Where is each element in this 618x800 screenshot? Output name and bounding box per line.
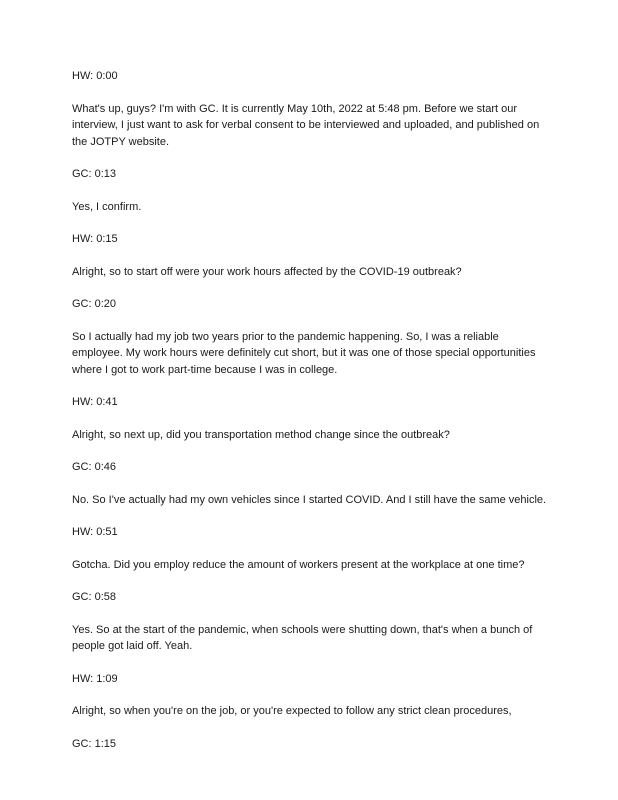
utterance-text: Alright, so to start off were your work hours affected by the COVID-19 outbreak? xyxy=(72,265,462,278)
speaker-timestamp: GC: 1:15 xyxy=(72,737,117,750)
speaker-timestamp: GC: 0:58 xyxy=(72,591,117,603)
speaker-timestamp: HW: 0:41 xyxy=(72,396,118,408)
speaker-timestamp: HW: 0:00 xyxy=(72,70,118,82)
speaker-timestamp: HW: 0:51 xyxy=(72,526,118,538)
utterance-text: So I actually had my job two years prior to the pandemic happening. So, I was a reliable employee. My work hours were definitely cut short, but it was one of those special opportunities where I got to work part-time because I was in college. xyxy=(72,330,536,376)
speaker-timestamp: GC: 0:13 xyxy=(72,168,117,180)
speaker-timestamp: HW: 1:09 xyxy=(72,672,118,685)
utterance-text: Alright, so next up, did you transportation method change since the outbreak? xyxy=(72,428,450,441)
utterance-text: What's up, guys? I'm with GC. It is currently May 10th, 2022 at 5:48 pm. Before we start our interview, I just want to ask for verbal consent to be interviewed and uploaded, and published on the JOTPY website. xyxy=(72,102,540,148)
utterance-text: Yes. So at the start of the pandemic, when schools were shutting down, that's when a bunch of people got laid off. Yeah. xyxy=(72,623,533,652)
speaker-timestamp: HW: 0:15 xyxy=(72,233,118,245)
utterance-text: Alright, so when you're on the job, or you're expected to follow any strict clean procedures, xyxy=(72,705,512,717)
transcript-body xyxy=(72,68,550,768)
speaker-timestamp: GC: 0:46 xyxy=(72,461,117,473)
utterance-text: Gotcha. Did you employ reduce the amount of workers present at the workplace at one time? xyxy=(72,558,525,571)
utterance-text: Yes, I confirm. xyxy=(72,200,142,213)
utterance-text: No. So I've actually had my own vehicles since I started COVID. And I still have the same vehicle. xyxy=(72,493,547,506)
speaker-timestamp: GC: 0:20 xyxy=(72,298,117,310)
